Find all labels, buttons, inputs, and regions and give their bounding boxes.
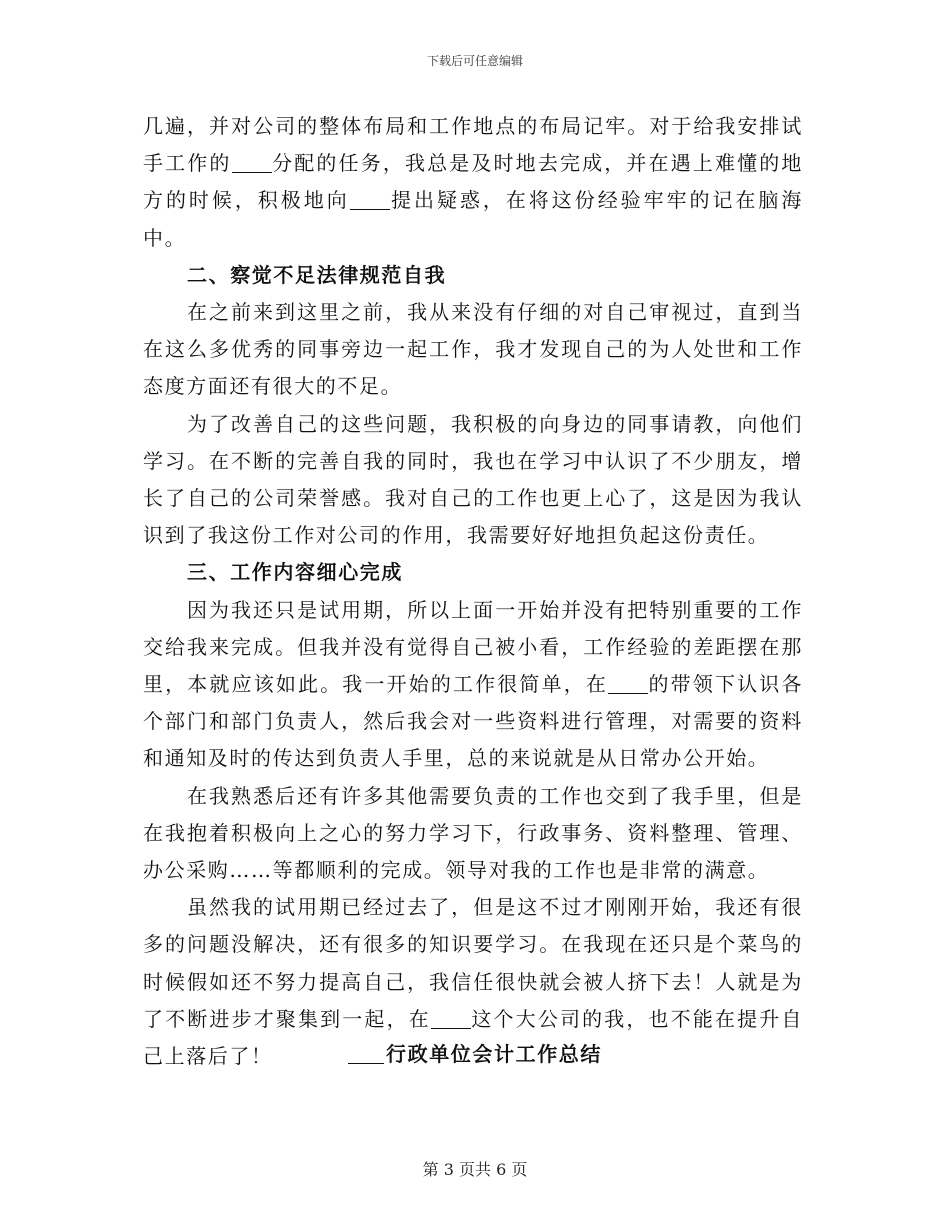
fill-in-blank [348, 1043, 384, 1064]
fill-in-blank [350, 189, 390, 210]
paragraph-4-part-a: 因为我还只是试用期，所以上面一开始并没有把特别重要的工作交给我来完成。但我并没有觉得自己被小看，工作经验的差距摆在那里，本就应该如此。我一开始的工作很简单，在 [143, 597, 803, 697]
fill-in-blank [608, 673, 648, 694]
page-header-note: 下载后可任意编辑 [426, 54, 523, 68]
paragraph-4 [143, 592, 803, 778]
paragraph-1-part-a: 几遍，并对公司的整体布局和工作地点的布局记牢。对于给我安排试手工作的 [143, 114, 803, 176]
document-body [143, 108, 803, 1075]
fill-in-blank [232, 152, 272, 173]
next-document-title [0, 1038, 950, 1067]
paragraph-1-part-c: 提出疑惑，在将这份经验牢牢的记在脑海中。 [143, 188, 803, 250]
paragraph-6-part-a: 虽然我的试用期已经过去了，但是这不过才刚刚开始，我还有很多的问题没解决，还有很多的知识要学习。在我现在还只是个菜鸟的时候假如还不努力提高自己，我信任很快就会被人挤下去！人就是为了不断进步才聚集到一起，在 [143, 895, 803, 1031]
page-footer: 第 3 页共 6 页 [422, 1160, 528, 1179]
paragraph-6-part-b: 这个大公司的我，也不能在提升自己上落后了！ [143, 1006, 803, 1069]
paragraph-2: 在之前来到这里之前，我从来没有仔细的对自己审视过，直到当在这么多优秀的同事旁边一起工作，我才发现自己的为人处世和工作态度方面还有很大的不足。 [143, 300, 803, 399]
paragraph-3: 为了改善自己的这些问题，我积极的向身边的同事请教，向他们学习。在不断的完善自我的同时，我也在学习中认识了不少朋友，增长了自己的公司荣誉感。我对自己的工作也更上心了，这是因为我认识到了我这份工作对公司的作用，我需要好好地担负起这份责任。 [143, 411, 803, 548]
fill-in-blank [431, 1008, 471, 1029]
next-document-title-text: 行政单位会计工作总结 [386, 1042, 602, 1066]
paragraph-5: 在我熟悉后还有许多其他需要负责的工作也交到了我手里，但是在我抱着积极向上之心的努力学习下，行政事务、资料整理、管理、办公采购……等都顺利的完成。领导对我的工作也是非常的满意。 [143, 783, 803, 883]
paragraph-4-part-b: 的带领下认识各个部门和部门负责人，然后我会对一些资料进行管理，对需要的资料和通知及时的传达到负责人手里，总的来说就是从日常办公开始。 [143, 672, 803, 771]
section-heading-3: 三、工作内容细心完成 [187, 560, 403, 585]
paragraph-1 [143, 108, 803, 257]
section-heading-2: 二、察觉不足法律规范自我 [187, 262, 447, 287]
paragraph-1-part-b: 分配的任务，我总是及时地去完成，并在遇上难懂的地方的时候，积极地向 [143, 151, 803, 213]
